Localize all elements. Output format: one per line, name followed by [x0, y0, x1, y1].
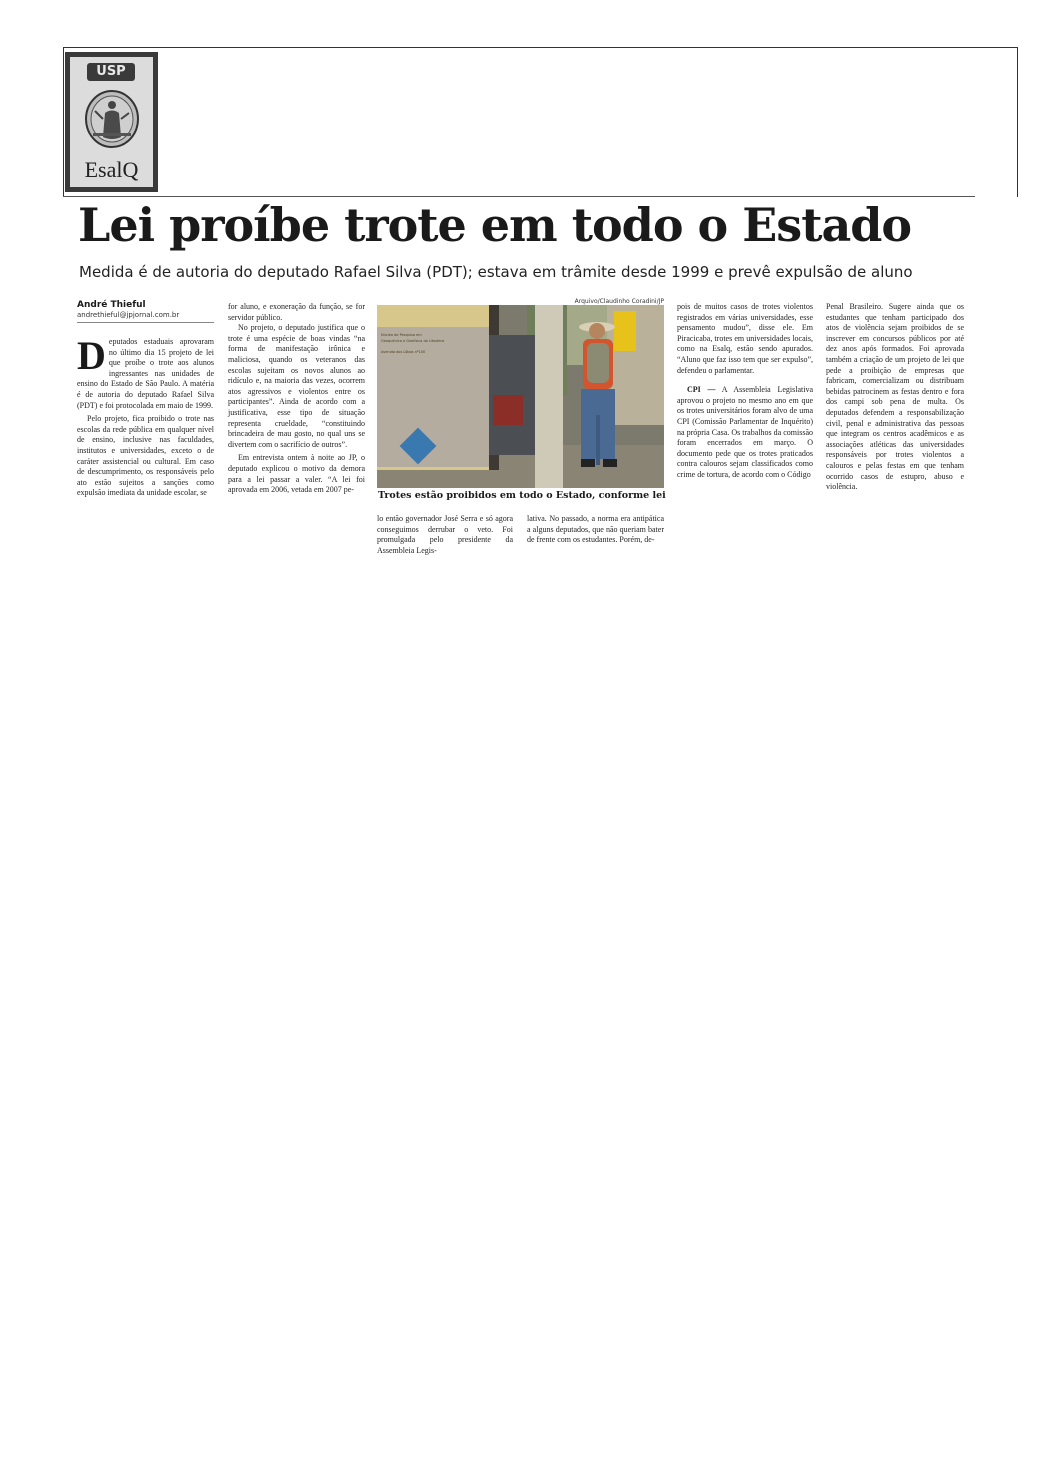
author-email[interactable]: andrethieful@jpjornal.com.br [77, 311, 214, 323]
column-2-para-3: Em entrevista ontem à noite ao JP, o deputado explicou o motivo da demora para a lei passar a valer. “A lei foi aprovada em 2006, vetada em 2007 pe- [228, 453, 365, 495]
esalq-logo [65, 52, 158, 192]
photo-caption: Trotes estão proibidos em todo o Estado, conforme lei [378, 490, 666, 501]
sign-line-3: Avenida dos Lôbos nº100 [381, 350, 426, 354]
article-headline: Lei proíbe trote em todo o Estado [78, 198, 912, 252]
photo-illustration [377, 305, 664, 488]
author-name: André Thieful [77, 300, 146, 310]
article-column-2 [228, 302, 365, 496]
sign-line-1: Núcleo de Pesquisa em [381, 333, 422, 337]
column-5-para-1: pois de muitos casos de trotes violentos registrados em várias universidades, esse pensamento mudou”, disse ele. Em Piracicaba, trotes em universidades locais, como na Esalq, estão sendo apurados. “Aluno que faz isso tem que ser expulso”, defendeu o parlamentar. [677, 302, 813, 375]
drop-cap: D [77, 333, 106, 378]
column-1-para-1: Deputados estaduais aprovaram no último dia 15 projeto de lei que proíbe o trote aos alunos ingressantes nas unidades de ensino do Estado de São Paulo. A matéria é de autoria do deputado Rafael Silva (PDT) e foi protocolada em maio de 1999. [77, 333, 214, 410]
medallion-icon [83, 89, 141, 149]
article-column-3 [377, 514, 513, 556]
header-frame [63, 47, 1018, 197]
cpi-lead: CPI — [687, 385, 716, 395]
logo-esalq-text: EsalQ [84, 157, 139, 182]
column-3-para-1: lo então governador José Serra e só agora conseguimos derrubar o veto. Foi promulgada pelo presidente da Assembleia Legis- [377, 514, 513, 555]
byline [77, 300, 214, 323]
header-divider [63, 196, 975, 197]
column-6-para-1: Penal Brasileiro. Sugere ainda que os estudantes que tenham participado dos atos de violência sejam proibidos de se inscrever em concursos públicos por até dez anos após formados. Foi aprovada também a criação de um projeto de lei que pede a proibição de empresas que fabricam, comercializam ou distribuam bebidas patrocinem as festas dentro e fora dos campi sob pena de multa. Os deputados defendem a responsabilização civil, penal e administrativa das pessoas que integram os centros acadêmicos e as associações atléticas das universidades responsáveis por trotes violentos a calouros e pelas festas em que tenham ocorrido casos de estupro, abuso e violência. [826, 302, 964, 492]
article-column-4 [527, 514, 664, 546]
article-column-6 [826, 302, 964, 493]
article-column-1 [77, 333, 214, 499]
photo-credit: Arquivo/Claudinho Coradini/JP [574, 298, 664, 305]
column-4-para-1: lativa. No passado, a norma era antipática a alguns deputados, que não queriam bater de frente com os estudantes. Porém, de- [527, 514, 664, 545]
header-frame-right [1017, 47, 1018, 197]
article-subhead: Medida é de autoria do deputado Rafael Silva (PDT); estava em trâmite desde 1999 e prevê expulsão de aluno [79, 263, 913, 281]
column-2-para-2: No projeto, o deputado justifica que o trote é uma espécie de boas vindas “na forma de manifestação irônica e maliciosa, quando os veteranos das escolas sujeitam os novos alunos ao ridículo e, na maioria das vezes, ocorrem atos agressivos e violentos entre os participantes”. Ainda de acordo com a justificativa, esse tipo de situação representa crueldade, “constituindo brincadeira de mau gosto, no qual uns se divertem com o sacrifício de outros”. [228, 323, 365, 449]
article-photo [377, 305, 664, 488]
column-5-para-2: CPI — A Assembleia Legislativa aprovou o projeto no mesmo ano em que os trotes universitários foram alvo de uma CPI (Comissão Parlamentar de Inquérito) na própria Casa. Os trabalhos da comissão foram encerrados em março. O documento pede que os trotes praticados contra calouros sejam classificados como crime de tortura, de acordo com o Código [677, 385, 813, 479]
column-1-para-2: Pelo projeto, fica proibido o trote nas escolas da rede pública em qualquer nível de ensino, inclusive nas faculdades, institutos e universidades, exceto o de caráter assistencial ou cultural. Em caso de descumprimento, os responsáveis pelo ato estão sujeitos a sanções como expulsão imediata da unidade escolar, se [77, 414, 214, 498]
column-2-para-1: for aluno, e exoneração da função, se for servidor público. [228, 302, 365, 322]
article-column-5 [677, 302, 813, 481]
sign-line-2: Geoquímica e Geofísica da Litosfera [381, 339, 445, 343]
logo-usp-text: USP [87, 63, 135, 81]
